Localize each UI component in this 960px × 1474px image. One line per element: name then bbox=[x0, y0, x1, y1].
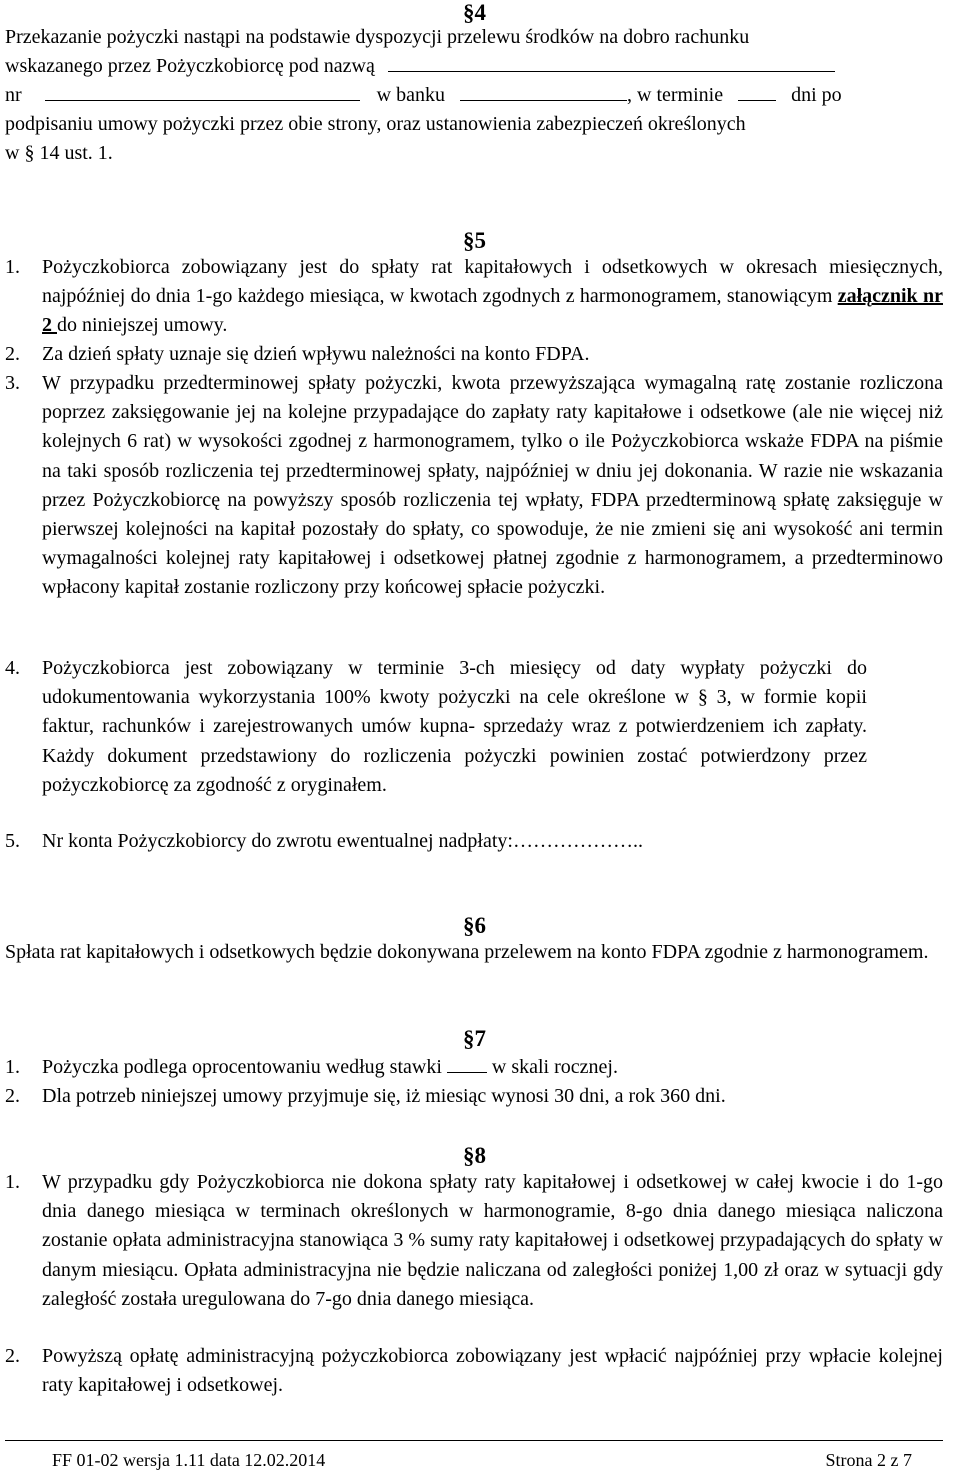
section-5-item-2 bbox=[5, 340, 943, 369]
item-text: Powyższą opłatę administracyjną pożyczkobiorca zobowiązany jest wpłacić najpóźniej przy wpłacie kolejnej raty kapitałowej i odsetkowej. bbox=[42, 1345, 943, 1397]
item-number: 5. bbox=[5, 830, 20, 852]
item-text: W przypadku gdy Pożyczkobiorca nie dokona spłaty raty kapitałowej i odsetkowej w całej kwocie i do 1-go dnia danego miesiąca w terminach określonych w harmonogramie, 8-go dnia danego miesiąca naliczona zostanie opłata administracyjna stanowiąca 3 % sumy raty kapitałowej i odsetkowej przypadających do spłaty w danym miesiącu. Opłata administracyjna nie będzie naliczana od zaległości poniżej 1,00 zł oraz w sytuacji gdy zaległość została uregulowana do 7-go dnia danego miesiąca. bbox=[42, 1171, 943, 1310]
footer-divider bbox=[5, 1440, 943, 1441]
paragraph-sign: § bbox=[463, 913, 475, 938]
item-text: Dla potrzeb niniejszej umowy przyjmuje się, iż miesiąc wynosi 30 dni, a rok 360 dni. bbox=[42, 1085, 726, 1107]
section-4-line-2-text: wskazanego przez Pożyczkobiorcę pod nazwą bbox=[5, 55, 375, 77]
bank-name-blank bbox=[460, 82, 627, 101]
account-number-blank bbox=[45, 82, 360, 101]
section-4-line-2 bbox=[5, 52, 943, 81]
section-5-item-4 bbox=[5, 654, 943, 800]
account-name-blank bbox=[388, 53, 835, 72]
section-number: 7 bbox=[474, 1026, 486, 1051]
section-4-line-4: podpisaniu umowy pożyczki przez obie strony, oraz ustanowienia zabezpieczeń określonych bbox=[5, 113, 746, 135]
section-number: 5 bbox=[474, 228, 486, 253]
item-text-part: w skali rocznej. bbox=[491, 1056, 618, 1078]
paragraph-sign: § bbox=[463, 228, 475, 253]
section-heading-5 bbox=[463, 228, 503, 254]
item-text-part: do niniejszej umowy. bbox=[57, 314, 228, 337]
section-7-item-2 bbox=[5, 1082, 943, 1111]
footer-page-number: Strona 2 z 7 bbox=[825, 1450, 912, 1470]
item-text-part: Pożyczka podlega oprocentowaniu według stawki bbox=[42, 1056, 442, 1078]
section-number: 8 bbox=[474, 1143, 486, 1168]
interest-rate-blank bbox=[447, 1054, 487, 1073]
section-5-item-5 bbox=[5, 827, 943, 856]
section-4-line-5: w § 14 ust. 1. bbox=[5, 142, 113, 164]
paragraph-sign: § bbox=[463, 1026, 475, 1051]
item-text-part: Pożyczkobiorca zobowiązany jest do spłaty rat kapitałowych i odsetkowych w okresach miesięcznych, najpóźniej do dnia 1-go każdego miesiąca, w kwotach zgodnych z harmonogramem, stanowiącym bbox=[42, 256, 943, 308]
annex-reference: załącznik nr 2 bbox=[42, 285, 943, 337]
section-4-line-1: Przekazanie pożyczki nastąpi na podstawie dyspozycji przelewu środków na dobro rachunku bbox=[5, 26, 750, 48]
paragraph-sign: § bbox=[463, 1143, 475, 1168]
item-number: 4. bbox=[5, 657, 20, 679]
section-7-item-1 bbox=[5, 1053, 943, 1082]
item-text: Nr konta Pożyczkobiorcy do zwrotu ewentualnej nadpłaty:……………….. bbox=[42, 830, 643, 852]
days-blank bbox=[738, 82, 776, 101]
section-6-text: Spłata rat kapitałowych i odsetkowych będzie dokonywana przelewem na konto FDPA zgodnie z harmonogramem. bbox=[5, 941, 929, 963]
item-number: 2. bbox=[5, 1085, 20, 1107]
item-text: W przypadku przedterminowej spłaty pożyczki, kwota przewyższająca wymagalną ratę zostanie rozliczona poprzez zaksięgowanie jej na kolejne przypadające do zapłaty raty kapitałowe i odsetkowe (ale nie więcej niż kolejnych 6 rat) w wysokości zgodnej z harmonogramem, tylko o ile Pożyczkobiorca wskaże FDPA na piśmie na taki sposób rozliczenia tej przedterminowej spłaty, najpóźniej w dniu jej dokonania. W razie nie wskazania przez Pożyczkobiorcę na powyższy sposób rozliczenia tej wpłaty, FDPA przedterminową spłatę zaksięguje w pierwszej kolejności na kapitał pozostały do spłaty, co spowoduje, że nie zmieni się ani wysokość ani termin wymagalności kolejnej raty kapitałowej i odsetkowej płatnej zgodnie z harmonogramem, a przedterminowo wpłacony kapitał zostanie rozliczony przy końcowej spłacie pożyczki. bbox=[42, 372, 943, 599]
footer-form-version: FF 01-02 wersja 1.11 data 12.02.2014 bbox=[52, 1450, 326, 1470]
section-4-line-3 bbox=[5, 81, 948, 110]
item-text bbox=[42, 253, 943, 341]
section-5-item-1 bbox=[5, 253, 943, 341]
section-8-item-2 bbox=[5, 1342, 943, 1400]
section-5-item-3 bbox=[5, 369, 943, 603]
item-number: 3. bbox=[5, 372, 20, 394]
bank-label: w banku bbox=[376, 84, 445, 106]
item-text: Pożyczkobiorca jest zobowiązany w terminie 3-ch miesięcy od daty wypłaty pożyczki do udokumentowania wykorzystania 100% kwoty pożyczki na cele określone w § 3, w formie kopii faktur, rachunków i zarejestrowanych umów kupna- sprzedaży wraz z potwierdzeniem ich zapłaty. Każdy dokument przedstawiony do rozliczenia pożyczki powinien zostać potwierdzony przez pożyczkobiorcę za zgodność z oryginałem. bbox=[42, 657, 867, 796]
item-text bbox=[42, 1053, 943, 1082]
section-heading-6 bbox=[463, 913, 503, 939]
days-after-label: dni po bbox=[791, 84, 842, 106]
section-heading-7 bbox=[463, 1026, 503, 1052]
item-number: 2. bbox=[5, 343, 20, 365]
item-number: 1. bbox=[5, 256, 20, 278]
section-8-item-1 bbox=[5, 1168, 943, 1314]
section-heading-8 bbox=[463, 1143, 503, 1169]
item-text: Za dzień spłaty uznaje się dzień wpływu należności na konto FDPA. bbox=[42, 343, 590, 365]
section-number: 4 bbox=[474, 0, 486, 25]
section-number: 6 bbox=[474, 913, 486, 938]
item-number: 1. bbox=[5, 1056, 20, 1078]
term-label: , w terminie bbox=[627, 84, 724, 106]
paragraph-sign: § bbox=[463, 0, 475, 25]
item-number: 2. bbox=[5, 1345, 20, 1367]
nr-label: nr bbox=[5, 84, 22, 106]
item-number: 1. bbox=[5, 1171, 20, 1193]
